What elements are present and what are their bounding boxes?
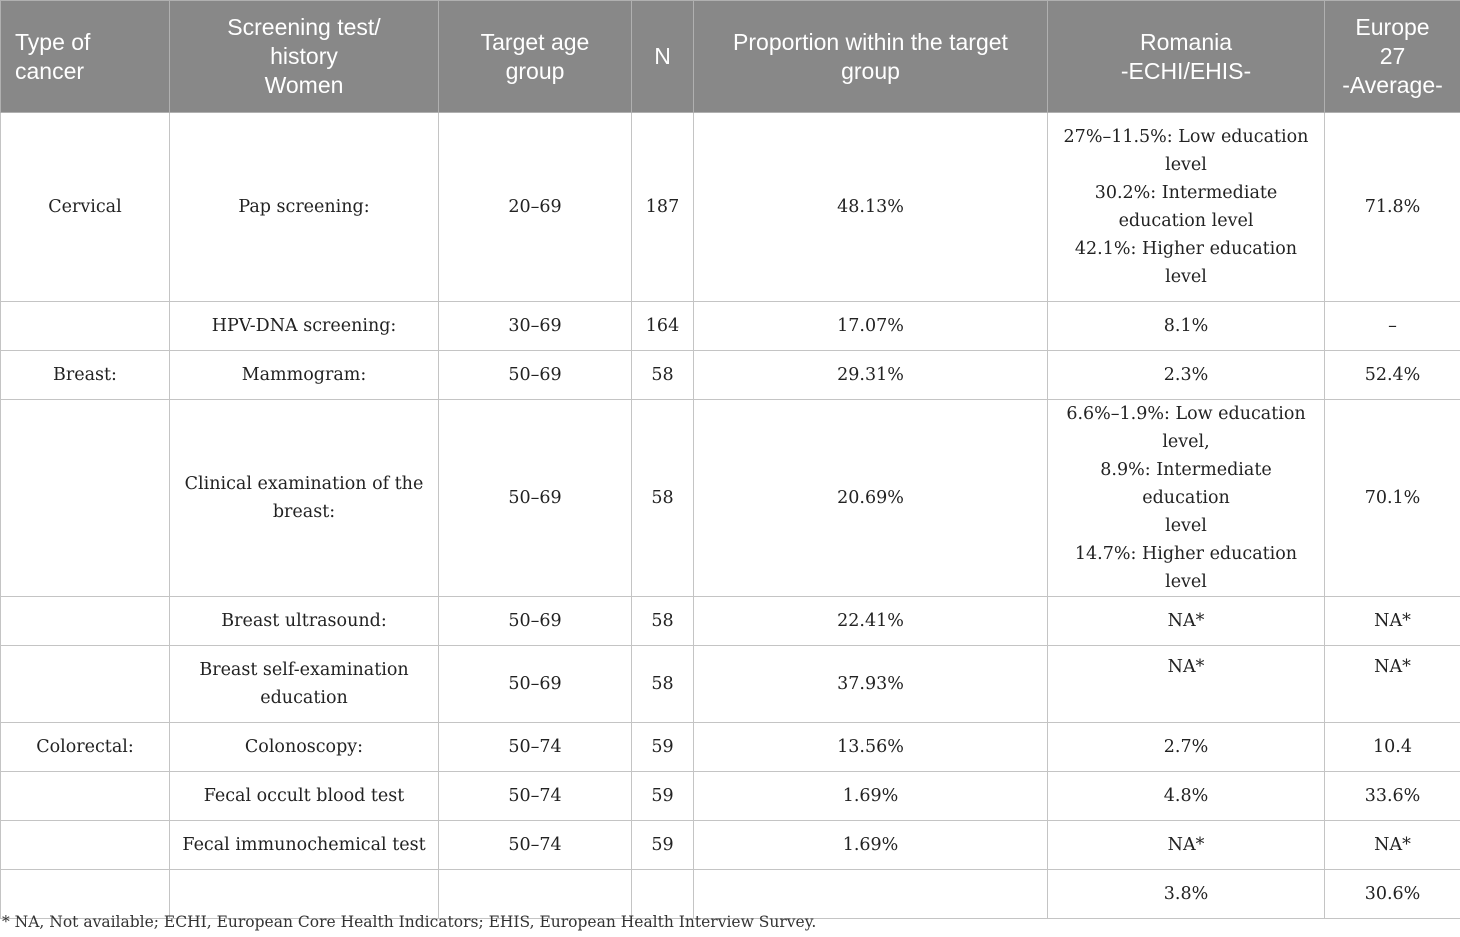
romania-cell: NA* xyxy=(1048,646,1325,723)
romania-cell: NA* xyxy=(1048,597,1325,646)
table-row xyxy=(1,646,1460,723)
age-group-cell: 50–74 xyxy=(439,723,632,772)
header-target-age-group: Target age group xyxy=(439,1,632,113)
europe-cell: 70.1% xyxy=(1325,400,1460,597)
europe-cell: NA* xyxy=(1325,597,1460,646)
table-row xyxy=(1,870,1460,919)
screening-test-cell: Fecal occult blood test xyxy=(170,772,439,821)
screening-test-cell: Breast ultrasound: xyxy=(170,597,439,646)
header-row xyxy=(1,1,1460,113)
header-n: N xyxy=(632,1,694,113)
europe-cell: 30.6% xyxy=(1325,870,1460,919)
table-row xyxy=(1,772,1460,821)
cancer-type-cell: Cervical xyxy=(1,113,170,302)
table-row xyxy=(1,351,1460,400)
proportion-cell: 20.69% xyxy=(694,400,1048,597)
europe-cell: 10.4 xyxy=(1325,723,1460,772)
europe-cell: 52.4% xyxy=(1325,351,1460,400)
age-group-cell: 50–69 xyxy=(439,646,632,723)
romania-cell: 27%–11.5%: Low education level 30.2%: Intermediate education level 42.1%: Higher education level xyxy=(1048,113,1325,302)
age-group-cell: 20–69 xyxy=(439,113,632,302)
proportion-cell: 37.93% xyxy=(694,646,1048,723)
proportion-cell: 22.41% xyxy=(694,597,1048,646)
header-type-of-cancer: Type of cancer xyxy=(1,1,170,113)
age-group-cell: 30–69 xyxy=(439,302,632,351)
table-row xyxy=(1,821,1460,870)
age-group-cell: 50–69 xyxy=(439,597,632,646)
screening-test-cell: HPV-DNA screening: xyxy=(170,302,439,351)
n-cell: 58 xyxy=(632,646,694,723)
age-group-cell: 50–69 xyxy=(439,400,632,597)
age-group-cell xyxy=(439,870,632,919)
europe-cell: – xyxy=(1325,302,1460,351)
n-cell: 187 xyxy=(632,113,694,302)
cancer-type-cell xyxy=(1,400,170,597)
cancer-type-cell xyxy=(1,302,170,351)
cancer-type-cell xyxy=(1,821,170,870)
romania-cell: 8.1% xyxy=(1048,302,1325,351)
cancer-type-cell xyxy=(1,646,170,723)
romania-cell: 2.3% xyxy=(1048,351,1325,400)
europe-cell: 33.6% xyxy=(1325,772,1460,821)
screening-test-cell: Pap screening: xyxy=(170,113,439,302)
romania-cell: 2.7% xyxy=(1048,723,1325,772)
screening-test-cell xyxy=(170,870,439,919)
europe-cell: NA* xyxy=(1325,821,1460,870)
proportion-cell: 13.56% xyxy=(694,723,1048,772)
n-cell: 59 xyxy=(632,772,694,821)
age-group-cell: 50–74 xyxy=(439,772,632,821)
proportion-cell xyxy=(694,870,1048,919)
n-cell: 58 xyxy=(632,351,694,400)
screening-test-cell: Mammogram: xyxy=(170,351,439,400)
cancer-type-cell: Breast: xyxy=(1,351,170,400)
n-cell: 58 xyxy=(632,597,694,646)
header-proportion: Proportion within the target group xyxy=(694,1,1048,113)
age-group-cell: 50–69 xyxy=(439,351,632,400)
n-cell: 164 xyxy=(632,302,694,351)
proportion-cell: 1.69% xyxy=(694,821,1048,870)
header-romania: Romania -ECHI/EHIS- xyxy=(1048,1,1325,113)
romania-cell: 4.8% xyxy=(1048,772,1325,821)
romania-cell: 6.6%–1.9%: Low education level, 8.9%: Intermediate education level 14.7%: Higher education level xyxy=(1048,400,1325,597)
romania-cell: NA* xyxy=(1048,821,1325,870)
screening-test-cell: Breast self-examination education xyxy=(170,646,439,723)
table-row xyxy=(1,400,1460,597)
header-screening-test: Screening test/ history Women xyxy=(170,1,439,113)
n-cell xyxy=(632,870,694,919)
proportion-cell: 17.07% xyxy=(694,302,1048,351)
table-footnote: * NA, Not available; ECHI, European Core Health Indicators; EHIS, European Health Interview Survey. xyxy=(2,913,817,931)
n-cell: 59 xyxy=(632,821,694,870)
proportion-cell: 48.13% xyxy=(694,113,1048,302)
header-europe: Europe 27 -Average- xyxy=(1325,1,1460,113)
cancer-type-cell xyxy=(1,772,170,821)
cancer-type-cell: Colorectal: xyxy=(1,723,170,772)
screening-test-cell: Clinical examination of the breast: xyxy=(170,400,439,597)
proportion-cell: 1.69% xyxy=(694,772,1048,821)
age-group-cell: 50–74 xyxy=(439,821,632,870)
table-row xyxy=(1,113,1460,302)
europe-cell: 71.8% xyxy=(1325,113,1460,302)
proportion-cell: 29.31% xyxy=(694,351,1048,400)
cancer-type-cell xyxy=(1,870,170,919)
europe-cell: NA* xyxy=(1325,646,1460,723)
screening-test-cell: Fecal immunochemical test xyxy=(170,821,439,870)
n-cell: 59 xyxy=(632,723,694,772)
cancer-type-cell xyxy=(1,597,170,646)
n-cell: 58 xyxy=(632,400,694,597)
table-row xyxy=(1,302,1460,351)
screening-test-cell: Colonoscopy: xyxy=(170,723,439,772)
table-row xyxy=(1,723,1460,772)
table-row xyxy=(1,597,1460,646)
romania-cell: 3.8% xyxy=(1048,870,1325,919)
